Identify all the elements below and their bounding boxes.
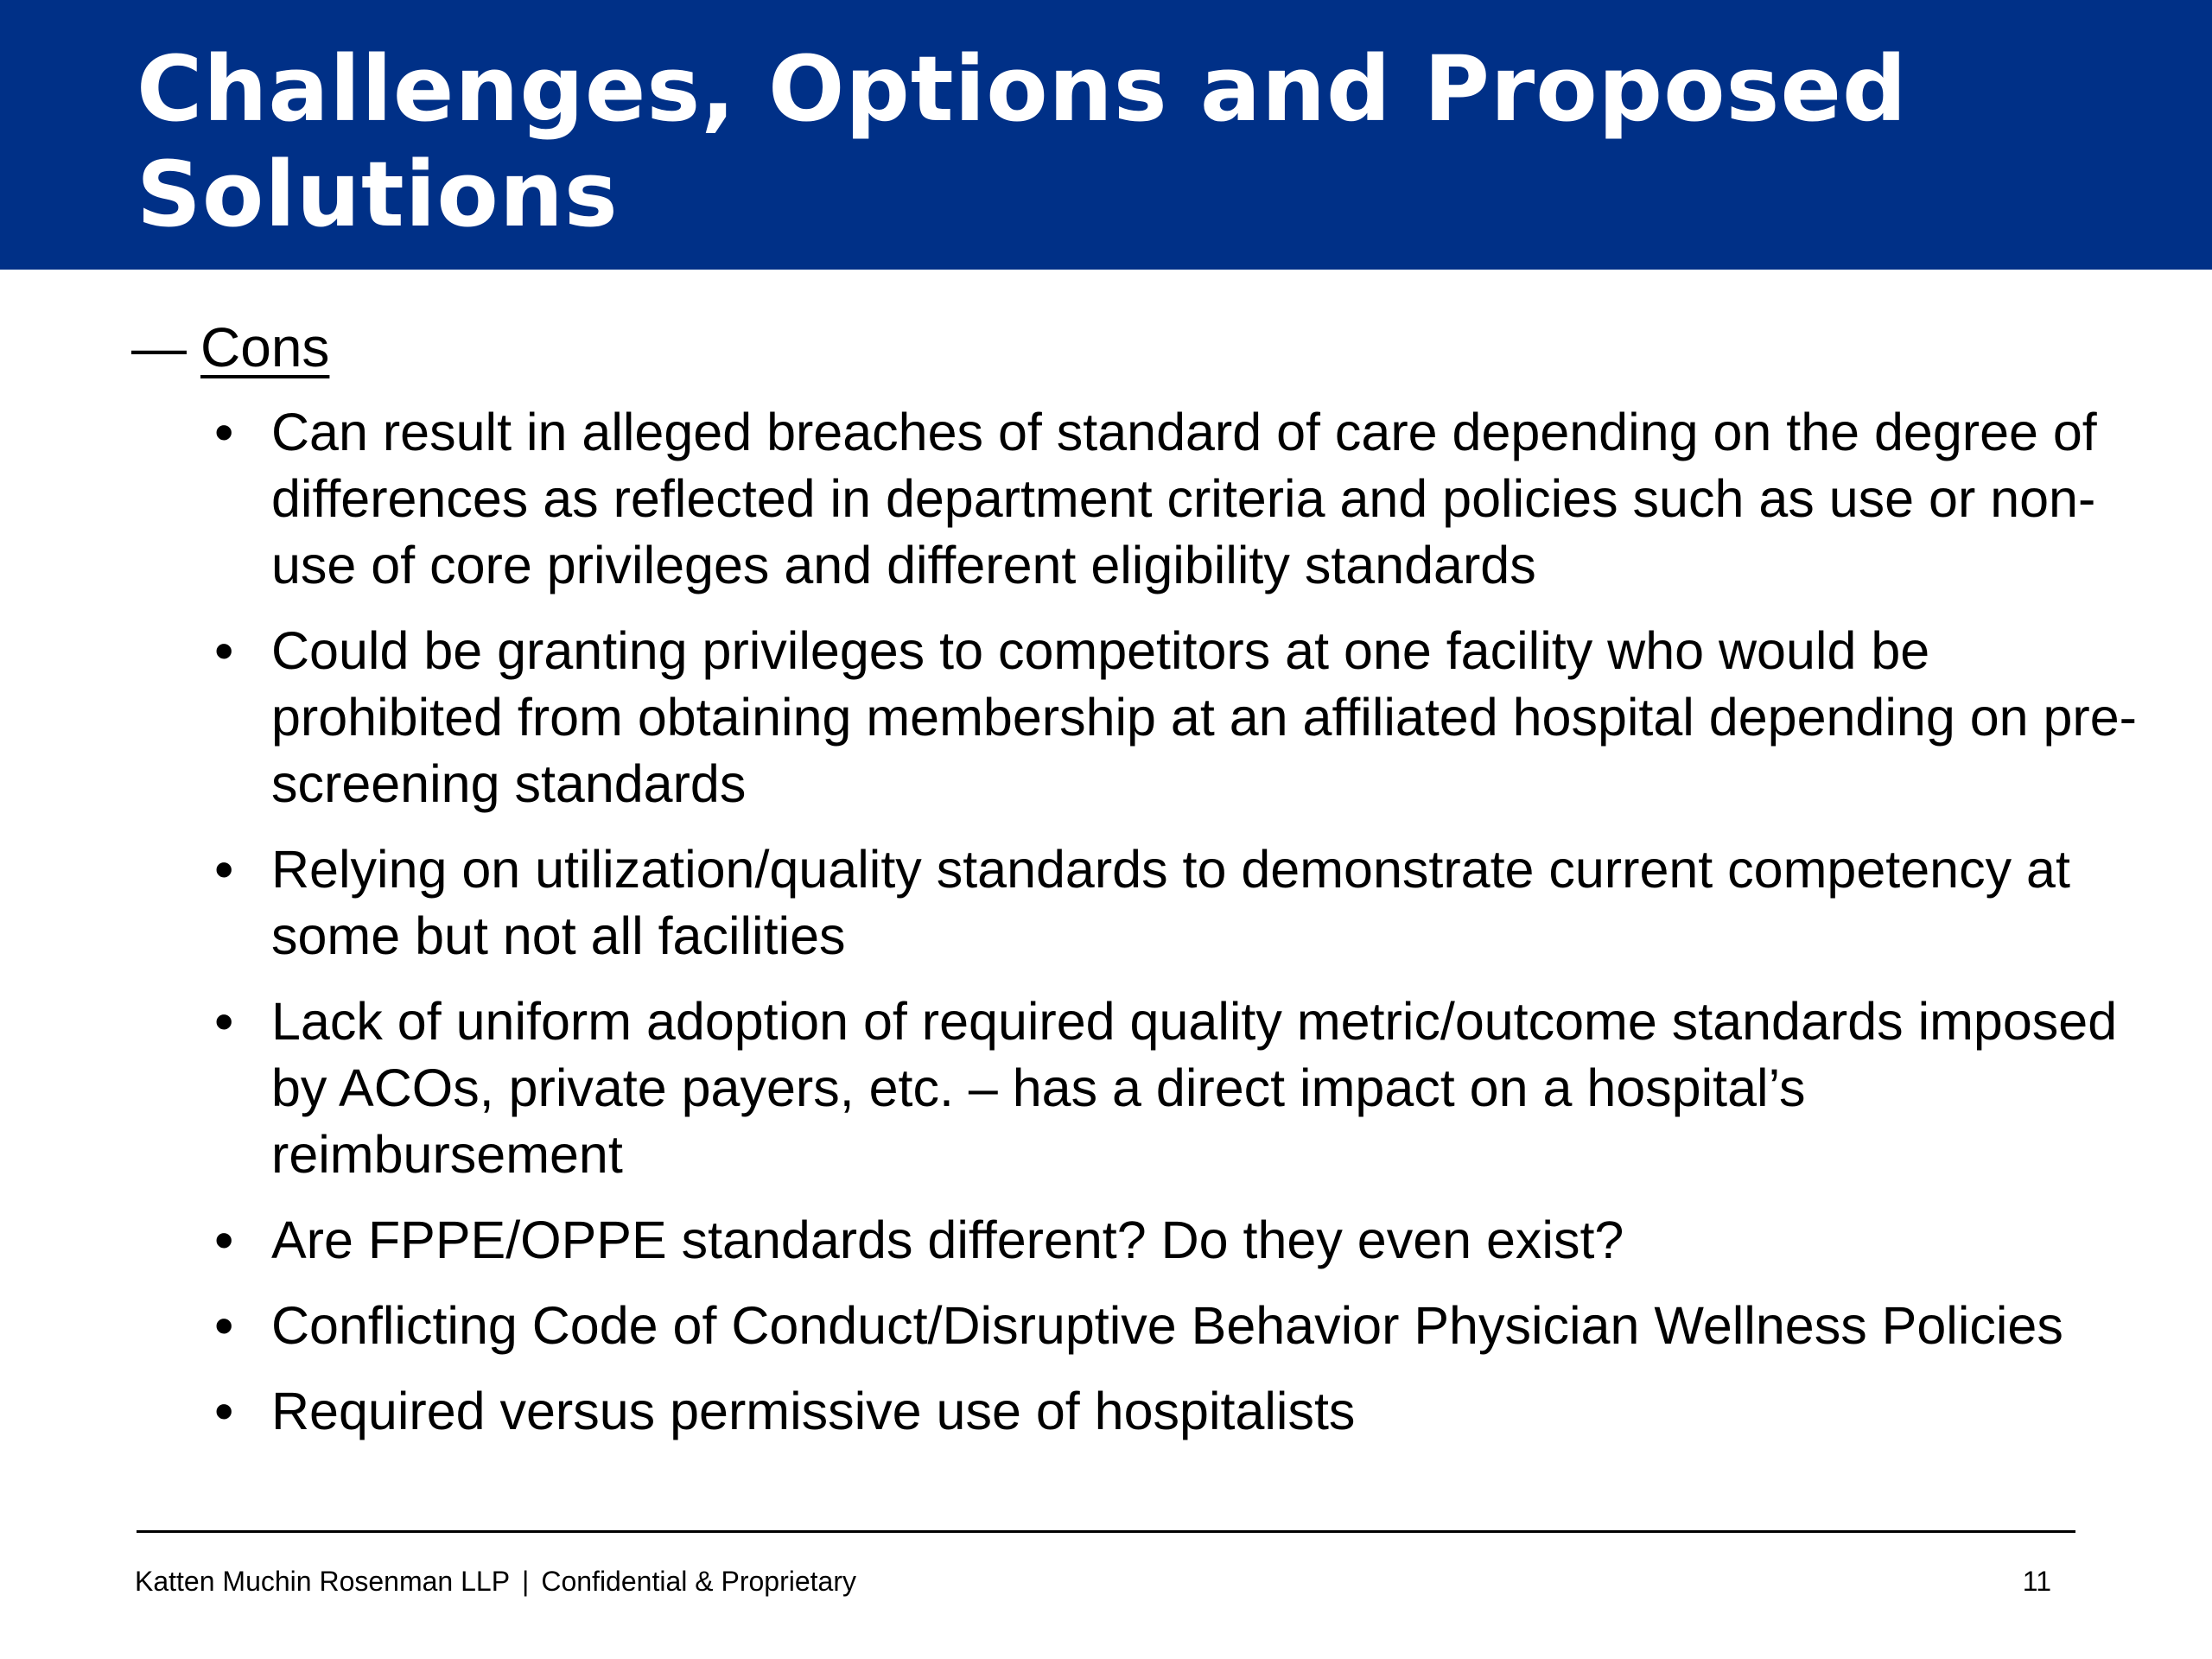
bullet-text: Could be granting privileges to competitors at one facility who would be prohibited from obtaining membership at an affiliated hospital depending on pre-screening standards xyxy=(271,621,2137,813)
footer-confidentiality: Confidential & Proprietary xyxy=(541,1566,856,1597)
bullet-icon: • xyxy=(214,1380,234,1442)
footer-separator: | xyxy=(522,1566,530,1597)
bullet-text: Are FPPE/OPPE standards different? Do they even exist? xyxy=(271,1211,1624,1269)
bullet-icon: • xyxy=(214,401,234,463)
bullet-item xyxy=(0,1293,2212,1359)
section-dash: — xyxy=(131,316,187,378)
bullet-text: Can result in alleged breaches of standard of care depending on the degree of differences as reflected in department criteria and policies such as use or non-use of core privileges and different eligibility standards xyxy=(271,403,2097,594)
bullet-item xyxy=(0,988,2212,1188)
bullet-icon: • xyxy=(214,620,234,682)
bullet-icon: • xyxy=(214,1209,234,1271)
page-number: 11 xyxy=(2022,1566,2051,1597)
bullet-list xyxy=(0,399,2212,1464)
bullet-item xyxy=(0,618,2212,817)
bullet-item xyxy=(0,399,2212,599)
bullet-item xyxy=(0,1207,2212,1274)
slide-title: Challenges, Options and Proposed Solutions xyxy=(137,36,1908,247)
footer-divider xyxy=(137,1530,2075,1533)
bullet-text: Required versus permissive use of hospitalists xyxy=(271,1382,1356,1440)
bullet-icon: • xyxy=(214,1294,234,1357)
bullet-text: Lack of uniform adoption of required quality metric/outcome standards imposed by ACOs, private payers, etc. – has a direct impact on a hospital’s reimbursement xyxy=(271,992,2118,1184)
bullet-icon: • xyxy=(214,838,234,900)
bullet-text: Relying on utilization/quality standards to demonstrate current competency at some but not all facilities xyxy=(271,840,2070,965)
footer-firm: Katten Muchin Rosenman LLP xyxy=(135,1566,511,1597)
bullet-item xyxy=(0,836,2212,969)
bullet-item xyxy=(0,1378,2212,1445)
bullet-text: Conflicting Code of Conduct/Disruptive Behavior Physician Wellness Policies xyxy=(271,1296,2063,1355)
section-heading xyxy=(131,313,329,382)
footer-text xyxy=(135,1564,856,1599)
section-label: Cons xyxy=(200,316,330,378)
bullet-icon: • xyxy=(214,990,234,1052)
